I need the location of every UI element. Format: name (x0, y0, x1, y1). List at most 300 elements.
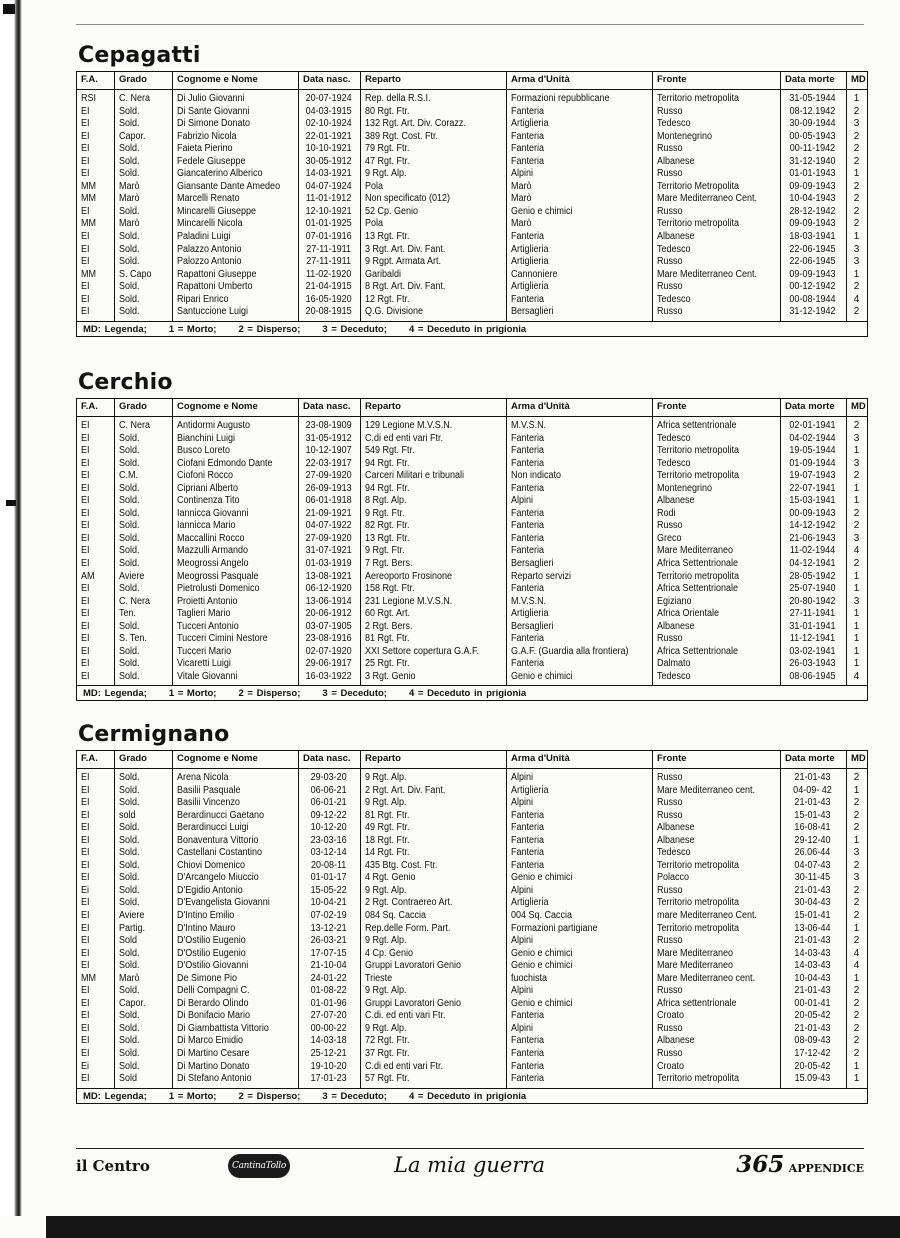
cell-arma: Artiglieria (511, 897, 549, 909)
cell-fronte: Albanese (657, 822, 695, 834)
cell-reparto: 72 Rgt. Ftr. (365, 1035, 410, 1047)
cell-fa: Ei (81, 1060, 90, 1072)
cell-fa: EI (81, 670, 90, 682)
cell-grado: S. Ten. (119, 633, 147, 645)
cell-arma: Fanteria (511, 507, 545, 519)
cell-morte: 09-09-1943 (789, 180, 836, 192)
cell-nome: Fedele Giuseppe (177, 155, 246, 167)
cell-arma: Genio e chimici (511, 947, 573, 959)
cell-nome: Pietrolusti Domenico (177, 583, 260, 595)
cell-md: 2 (853, 130, 860, 142)
cell-fronte: Russo (657, 797, 683, 809)
column-header-grado: Grado (115, 399, 173, 416)
cell-grado: Sold. (119, 118, 140, 130)
cell-arma: Alpini (511, 797, 534, 809)
cell-nome: D'Ostilio Eugenio (177, 947, 246, 959)
cell-nasc: 06-12-1920 (305, 583, 352, 595)
section-cermignano (76, 723, 868, 1104)
cell-fronte: Albanese (657, 620, 695, 632)
cell-fronte: Tedesco (657, 293, 691, 305)
cell-grado: Sold. (119, 143, 140, 155)
legend-item: 2 = Disperso; (238, 1090, 301, 1102)
cell-grado: Ten. (119, 608, 137, 620)
cell-nome: Basilii Pasquale (177, 784, 241, 796)
cell-arma: Genio e chimici (511, 205, 573, 217)
column-header-fa: F.A. (77, 751, 115, 768)
cell-nasc: 01-01-96 (310, 997, 347, 1009)
cell-grado: Sold. (119, 445, 140, 457)
cell-morte: 16-08-41 (794, 822, 831, 834)
section-cerchio (76, 371, 868, 701)
cell-nasc: 11-01-1912 (305, 193, 352, 205)
column-fa (77, 417, 115, 685)
cell-md: 2 (853, 910, 860, 922)
cell-grado: Sold. (119, 482, 140, 494)
cell-fa: EI (81, 532, 90, 544)
cell-nasc: 27-11-1911 (306, 256, 351, 268)
cell-reparto: 37 Rgt. Ftr. (365, 1048, 410, 1060)
cell-fronte: Polacco (657, 872, 690, 884)
cell-nasc: 04-07-1922 (305, 520, 352, 532)
cell-md: 1 (853, 1060, 860, 1072)
cell-nasc: 12-10-1921 (305, 205, 352, 217)
cell-morte: 22-07-1941 (789, 482, 836, 494)
cell-reparto: 25 Rgt. Ftr. (365, 658, 410, 670)
cell-nome: Iannicca Mario (177, 520, 236, 532)
cell-reparto: 47 Rgt. Ftr. (365, 155, 410, 167)
cell-nasc: 14-03-1921 (305, 168, 352, 180)
cell-fronte: Russo (657, 143, 683, 155)
cell-grado: Capor. (119, 130, 146, 142)
cell-arma: Bersaglieri (511, 620, 554, 632)
cell-fa: EI (81, 495, 90, 507)
cell-nasc: 30-05-1912 (305, 155, 352, 167)
cell-reparto: 57 Rgt. Ftr. (365, 1073, 410, 1085)
cell-md: 2 (853, 507, 860, 519)
cell-morte: 22-06-1945 (789, 243, 836, 255)
cell-arma: Fanteria (511, 1048, 545, 1060)
cell-morte: 08-09-43 (794, 1035, 831, 1047)
column-nome (173, 769, 299, 1088)
column-header-morte: Data morte (781, 399, 847, 416)
legend-item: 2 = Disperso; (238, 323, 301, 335)
cell-morte: 30-04-43 (794, 897, 831, 909)
cell-md: 2 (853, 105, 860, 117)
cell-md: 3 (853, 432, 860, 444)
cell-arma: Marò (511, 193, 532, 205)
cell-fa: MM (81, 193, 97, 205)
cell-morte: 26-03-1943 (789, 658, 836, 670)
column-arma (507, 90, 653, 321)
cell-morte: 21-01-43 (794, 985, 831, 997)
cell-nome: Paladini Luigi (177, 231, 231, 243)
cell-fronte: Russo (657, 809, 683, 821)
cell-grado: Sold. (119, 256, 140, 268)
cell-fa: EI (81, 231, 90, 243)
cell-fa: EI (81, 281, 90, 293)
cell-fronte: mare Mediterraneo Cent. (657, 910, 758, 922)
cell-nasc: 10-12-20 (310, 822, 347, 834)
column-header-fronte: Fronte (653, 399, 781, 416)
cell-grado: Sold. (119, 947, 140, 959)
cell-arma: Alpini (511, 985, 534, 997)
cell-fa: EI (81, 847, 90, 859)
cell-morte: 17-12-42 (794, 1048, 831, 1060)
column-arma (507, 417, 653, 685)
cell-md: 1 (853, 231, 860, 243)
cell-grado: Aviere (119, 570, 145, 582)
cell-grado: Sold. (119, 155, 140, 167)
legend-item: 4 = Deceduto in prigionia (408, 1090, 527, 1102)
cell-fronte: Africa settentrionale (657, 997, 737, 1009)
cell-reparto: 2 Rgt. Art. Div. Fant. (365, 784, 446, 796)
cell-morte: 00-08-1944 (789, 293, 836, 305)
cell-fa: EI (81, 293, 90, 305)
cell-arma: Genio e chimici (511, 960, 573, 972)
cell-md: 3 (853, 457, 860, 469)
cell-fa: EI (81, 784, 90, 796)
legend-item: 1 = Morto; (168, 688, 217, 700)
cell-arma: Alpini (511, 935, 534, 947)
cell-fronte: Tedesco (657, 118, 691, 130)
cell-arma: Alpini (511, 884, 534, 896)
cell-fronte: Tedesco (657, 847, 691, 859)
cell-nome: Di Simone Donato (177, 118, 251, 130)
cell-fronte: Albanese (657, 231, 695, 243)
cell-md: 2 (853, 1048, 860, 1060)
cell-morte: 29-12-40 (794, 834, 831, 846)
cell-reparto: 2 Rgt. Bers. (365, 620, 413, 632)
cell-fa: MM (81, 972, 97, 984)
cell-morte: 11-12-1941 (789, 633, 836, 645)
cell-nasc: 10-10-1921 (305, 143, 352, 155)
cell-arma: Artiglieria (511, 243, 549, 255)
cell-fa: EI (81, 457, 90, 469)
cell-fronte: Croato (657, 1060, 685, 1072)
cell-arma: Alpini (511, 495, 534, 507)
cell-arma: Marò (511, 218, 532, 230)
cell-nome: Taglieri Mario (177, 608, 231, 620)
cell-arma: G.A.F. (Guardia alla frontiera) (511, 645, 629, 657)
cell-morte: 09-09-1943 (789, 268, 836, 280)
cell-arma: Fanteria (511, 432, 545, 444)
cell-grado: Sold. (119, 847, 140, 859)
cell-fronte: Russo (657, 1022, 683, 1034)
cell-morte: 15-01-43 (794, 809, 831, 821)
cell-fa: EI (81, 432, 90, 444)
cell-arma: Fanteria (511, 822, 545, 834)
cell-arma: Artiglieria (511, 281, 549, 293)
cell-md: 1 (853, 645, 860, 657)
cell-nasc: 01-03-1919 (305, 558, 352, 570)
cell-md: 1 (853, 972, 860, 984)
cell-nasc: 21-09-1921 (305, 507, 352, 519)
column-md (847, 769, 866, 1088)
cell-reparto: 231 Legione M.V.S.N. (365, 595, 453, 607)
cell-reparto: 94 Rgt. Ftr. (365, 482, 410, 494)
legend-item: 3 = Deceduto; (322, 688, 387, 700)
cell-fa: EI (81, 935, 90, 947)
cell-fronte: Tedesco (657, 432, 691, 444)
cell-reparto: 2 Rgt. Contraereo Art. (365, 897, 453, 909)
cell-fa: EI (81, 143, 90, 155)
cell-grado: Marò (119, 193, 140, 205)
cell-fronte: Russo (657, 281, 683, 293)
cell-md: 2 (853, 1010, 860, 1022)
cell-arma: Cannoniere (511, 268, 558, 280)
cell-nasc: 20-08-1915 (305, 306, 352, 318)
cell-morte: 21-01-43 (794, 772, 831, 783)
cell-arma: Fanteria (511, 293, 545, 305)
cell-arma: Fanteria (511, 1073, 545, 1085)
cell-grado: Sold. (119, 645, 140, 657)
cell-morte: 14-03-43 (794, 947, 831, 959)
cell-fa: Ei (81, 884, 90, 896)
cell-reparto: Pola (365, 180, 384, 192)
cell-morte: 00-12-1942 (789, 281, 836, 293)
cell-nome: Di Martino Donato (177, 1060, 250, 1072)
cell-nome: Bonaventura Vittorio (177, 834, 259, 846)
cell-arma: Fanteria (511, 859, 545, 871)
cell-morte: 19-05-1944 (789, 445, 836, 457)
column-reparto (361, 417, 507, 685)
cell-nasc: 03-07-1905 (305, 620, 352, 632)
cell-nasc: 27-07-20 (310, 1010, 347, 1022)
data-table (76, 71, 868, 337)
cell-fronte: Russo (657, 772, 683, 783)
cell-fa: EI (81, 168, 90, 180)
cell-grado: Sold. (119, 545, 140, 557)
cell-nome: D'Arcangelo Miuccio (177, 872, 259, 884)
column-morte (781, 769, 847, 1088)
section-cepagatti (76, 44, 868, 337)
cell-nasc: 26-03-21 (310, 935, 347, 947)
cell-reparto: Q.G. Divisione (365, 306, 424, 318)
cell-reparto: 81 Rgt. Ftr. (365, 809, 410, 821)
cell-nome: Di Marco Emidio (177, 1035, 244, 1047)
cell-fa: EI (81, 809, 90, 821)
cell-nome: Ciofoni Rocco (177, 470, 234, 482)
column-header-fa: F.A. (77, 399, 115, 416)
cell-md: 3 (853, 118, 860, 130)
cell-grado: sold (119, 809, 136, 821)
column-grado (115, 90, 173, 321)
column-nome (173, 417, 299, 685)
cell-arma: Fanteria (511, 457, 545, 469)
cell-fa: EI (81, 420, 90, 431)
md-legend (77, 1088, 867, 1103)
section-title: Cermignano (78, 722, 230, 747)
cell-fronte: Tedesco (657, 243, 691, 255)
column-grado (115, 417, 173, 685)
cell-nasc: 02-07-1920 (305, 645, 352, 657)
cell-fa: EI (81, 922, 90, 934)
column-reparto (361, 90, 507, 321)
cell-morte: 04-12-1941 (789, 558, 836, 570)
cell-morte: 21-01-43 (794, 797, 831, 809)
cell-nome: D'Intino Mauro (177, 922, 236, 934)
cell-nome: De Simone Pio (177, 972, 238, 984)
cell-fronte: Territorio metropolita (657, 470, 740, 482)
cell-nome: Castellani Costantino (177, 847, 263, 859)
column-header-grado: Grado (115, 72, 173, 89)
cell-reparto: 435 Btg. Cost. Ftr. (365, 859, 438, 871)
cell-fronte: Territorio metropolita (657, 1073, 740, 1085)
column-header-nasc: Data nasc. (299, 72, 361, 89)
cell-grado: Marò (119, 972, 140, 984)
cell-grado: Sold. (119, 105, 140, 117)
table-body (77, 769, 867, 1088)
cell-nome: Palozzo Antonio (177, 256, 242, 268)
cell-reparto: 60 Rgt. Art. (365, 608, 411, 620)
cell-arma: Bersaglieri (511, 558, 554, 570)
cell-morte: 21-06-1943 (789, 532, 836, 544)
cell-reparto: Garibaldi (365, 268, 402, 280)
cell-fronte: Russo (657, 935, 683, 947)
cell-nome: Tucceri Antonio (177, 620, 239, 632)
cell-grado: Sold. (119, 1060, 140, 1072)
cell-md: 2 (853, 193, 860, 205)
legend-item: 1 = Morto; (168, 323, 217, 335)
cell-nasc: 07-01-1916 (305, 231, 352, 243)
cell-fronte: Territorio metropolita (657, 897, 740, 909)
cell-arma: Artiglieria (511, 784, 549, 796)
cell-fa: EI (81, 1010, 90, 1022)
cell-nome: Giansante Dante Amedeo (177, 180, 281, 192)
cell-morte: 20-05-42 (794, 1060, 831, 1072)
md-legend (77, 685, 867, 700)
cell-fa: EI (81, 482, 90, 494)
column-nome (173, 90, 299, 321)
column-header-fa: F.A. (77, 72, 115, 89)
cell-nasc: 21-10-04 (310, 960, 347, 972)
column-header-nome: Cognome e Nome (173, 751, 299, 768)
cell-nome: Mincarelli Nicola (177, 218, 243, 230)
column-header-md: MD (851, 74, 866, 85)
cell-fa: EI (81, 633, 90, 645)
cell-nasc: 06-06-21 (310, 784, 347, 796)
cell-arma: Fanteria (511, 1035, 545, 1047)
cell-reparto: 9 Rgt. Alp. (365, 884, 407, 896)
cell-md: 3 (853, 872, 860, 884)
cell-arma: Artiglieria (511, 118, 549, 130)
cell-nasc: 11-02-1920 (305, 268, 352, 280)
cell-grado: Sold. (119, 834, 140, 846)
cell-fa: EI (81, 997, 90, 1009)
cell-fa: EI (81, 822, 90, 834)
cell-md: 1 (853, 583, 860, 595)
cell-fa: EI (81, 445, 90, 457)
cell-reparto: 9 Rgt. Alp. (365, 935, 407, 947)
cell-morte: 10-04-43 (794, 972, 831, 984)
cell-reparto: 12 Rgt. Ftr. (365, 293, 410, 305)
table-body (77, 417, 867, 685)
legend-item: 2 = Disperso; (238, 688, 301, 700)
cell-grado: Sold. (119, 457, 140, 469)
cell-fa: EI (81, 658, 90, 670)
cell-reparto: 129 Legione M.V.S.N. (365, 420, 453, 431)
cell-nome: Di Bonifacio Mario (177, 1010, 251, 1022)
cell-md: 1 (853, 445, 860, 457)
cell-arma: Formazioni repubblicane (511, 93, 610, 104)
column-morte (781, 90, 847, 321)
column-header-reparto: Reparto (361, 399, 507, 416)
cell-morte: 09-09-1943 (789, 218, 836, 230)
cell-nasc: 31-07-1921 (305, 545, 352, 557)
column-fa (77, 90, 115, 321)
cell-morte: 14-03-43 (794, 960, 831, 972)
cell-morte: 28-05-1942 (789, 570, 836, 582)
column-header-reparto: Reparto (361, 72, 507, 89)
cell-reparto: 52 Cp. Genio (365, 205, 419, 217)
cell-md: 4 (853, 960, 860, 972)
cell-arma: Fanteria (511, 847, 545, 859)
cell-fronte: Albanese (657, 155, 695, 167)
cell-morte: 11-02-1944 (789, 545, 836, 557)
cell-morte: 18-03-1941 (789, 231, 836, 243)
cell-arma: Formazioni partigiane (511, 922, 598, 934)
cell-morte: 00-11-1942 (789, 143, 836, 155)
cell-grado: C. Nera (119, 420, 151, 431)
cell-md: 2 (853, 470, 860, 482)
cell-md: 2 (853, 558, 860, 570)
legend-item: 4 = Deceduto in prigionia (408, 688, 527, 700)
cell-fronte: Russo (657, 205, 683, 217)
cell-reparto: 14 Rgt. Ftr. (365, 847, 410, 859)
cell-reparto: 4 Rgt. Genio (365, 872, 416, 884)
cell-nasc: 14-03-18 (310, 1035, 347, 1047)
cell-nome: D'Ostilio Giovanni (177, 960, 249, 972)
column-nasc (299, 417, 361, 685)
cell-fa: EI (81, 1073, 90, 1085)
cell-grado: Sold. (119, 1010, 140, 1022)
cell-md: 1 (853, 268, 860, 280)
cell-reparto: 4 Cp. Genio (365, 947, 414, 959)
cell-nome: Di Julio Giovanni (177, 93, 245, 104)
column-md (847, 417, 866, 685)
cell-morte: 08-06-1945 (789, 670, 836, 682)
cell-grado: Sold. (119, 620, 140, 632)
cell-md: 2 (853, 1035, 860, 1047)
cell-morte: 00-01-41 (794, 997, 831, 1009)
cell-reparto: C.di ed enti vari Ftr. (365, 432, 444, 444)
cell-fa: EI (81, 583, 90, 595)
cell-fa: EI (81, 608, 90, 620)
cell-fa: EI (81, 872, 90, 884)
cell-fa: EI (81, 797, 90, 809)
cell-fronte: Russo (657, 1048, 683, 1060)
cell-md: 2 (853, 985, 860, 997)
cell-morte: 31-05-1944 (789, 93, 836, 104)
cell-fronte: Russo (657, 633, 683, 645)
cell-fronte: Territorio Metropolita (657, 180, 740, 192)
footer-rule (76, 1148, 864, 1149)
cell-nome: Busco Loreto (177, 445, 231, 457)
cell-morte: 04-02-1944 (789, 432, 836, 444)
cell-fa: EI (81, 910, 90, 922)
cell-reparto: 81 Rgt. Ftr. (365, 633, 410, 645)
cell-nasc: 10-04-21 (310, 897, 347, 909)
cell-nome: Arena Nicola (177, 772, 229, 783)
cell-nome: D'Intino Emilio (177, 910, 235, 922)
scan-edge (0, 0, 22, 1238)
cell-fronte: Mare Mediterraneo (657, 545, 734, 557)
cell-reparto: 8 Rgt. Art. Div. Fant. (365, 281, 446, 293)
column-header-morte: Data morte (781, 751, 847, 768)
cell-arma: Non indicato (511, 470, 562, 482)
cell-grado: C. Nera (119, 595, 151, 607)
cell-fronte: Tedesco (657, 670, 691, 682)
